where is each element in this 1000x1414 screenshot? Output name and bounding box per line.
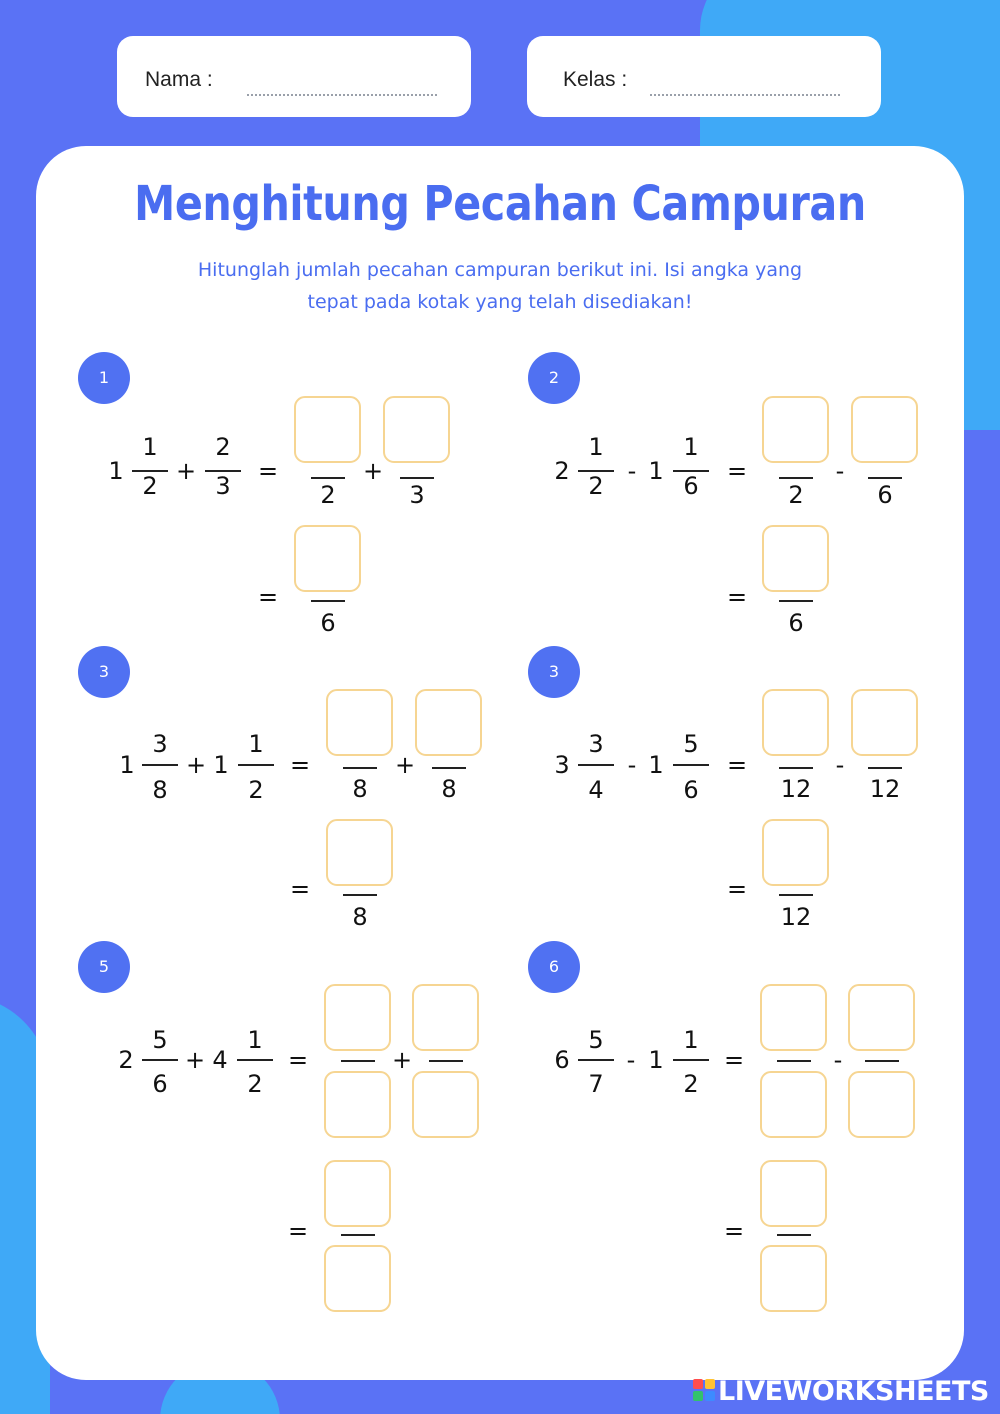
whole-number: 1: [119, 751, 135, 779]
fraction-denominator: 2: [248, 776, 264, 804]
whole-number: 6: [554, 1046, 570, 1074]
answer-operator-sign: -: [835, 751, 845, 779]
whole-number: 1: [108, 457, 124, 485]
nama-label: Nama :: [145, 68, 213, 91]
liveworksheets-logo-icon: [693, 1379, 715, 1401]
final-numerator-box[interactable]: [762, 819, 829, 886]
problem-number-badge: 3: [528, 646, 580, 698]
answer-fraction-bar: [343, 767, 377, 769]
fraction-bar: [237, 1059, 273, 1061]
answer-fraction-bar: [779, 767, 813, 769]
answer-numerator-box[interactable]: [383, 396, 450, 463]
equals-sign: =: [726, 583, 748, 611]
fraction-denominator: 2: [247, 1070, 263, 1098]
operator-sign: +: [184, 1046, 206, 1074]
equals-sign: =: [289, 875, 311, 903]
fraction-numerator: 5: [683, 730, 699, 758]
kelas-input-line[interactable]: [650, 94, 840, 96]
final-fraction-bar: [779, 894, 813, 896]
answer-numerator-box[interactable]: [412, 984, 479, 1051]
fraction-numerator: 5: [152, 1026, 168, 1054]
answer-denominator: 12: [780, 775, 812, 803]
whole-number: 1: [648, 457, 664, 485]
fraction-denominator: 6: [683, 776, 699, 804]
whole-number: 2: [554, 457, 570, 485]
problem-number-badge: 3: [78, 646, 130, 698]
answer-fraction-bar: [777, 1060, 811, 1062]
fraction-numerator: 3: [152, 730, 168, 758]
answer-denominator: 6: [877, 481, 893, 509]
nama-card: [117, 36, 471, 117]
fraction-numerator: 1: [683, 433, 699, 461]
final-denominator-box[interactable]: [324, 1245, 391, 1312]
fraction-denominator: 8: [152, 776, 168, 804]
equals-sign: =: [257, 457, 279, 485]
final-denominator: 8: [352, 903, 368, 931]
answer-denominator: 2: [320, 481, 336, 509]
fraction-denominator: 3: [215, 472, 231, 500]
final-denominator-box[interactable]: [760, 1245, 827, 1312]
fraction-numerator: 3: [588, 730, 604, 758]
final-numerator-box[interactable]: [324, 1160, 391, 1227]
answer-denominator: 8: [441, 775, 457, 803]
fraction-denominator: 6: [152, 1070, 168, 1098]
fraction-numerator: 1: [248, 730, 264, 758]
nama-input-line[interactable]: [247, 94, 437, 96]
whole-number: 4: [212, 1046, 228, 1074]
whole-number: 3: [554, 751, 570, 779]
problem-number-badge: 5: [78, 941, 130, 993]
answer-operator-sign: -: [835, 457, 845, 485]
operator-sign: -: [626, 1046, 636, 1074]
problem-number-badge: 2: [528, 352, 580, 404]
answer-denominator: 3: [409, 481, 425, 509]
equals-sign: =: [287, 1046, 309, 1074]
fraction-numerator: 1: [247, 1026, 263, 1054]
answer-numerator-box[interactable]: [762, 689, 829, 756]
instruction-line-2: tepat pada kotak yang telah disediakan!: [307, 291, 693, 313]
answer-fraction-bar: [868, 477, 902, 479]
equals-sign: =: [723, 1046, 745, 1074]
answer-denominator: 8: [352, 775, 368, 803]
fraction-numerator: 1: [683, 1026, 699, 1054]
fraction-denominator: 7: [588, 1070, 604, 1098]
equals-sign: =: [257, 583, 279, 611]
answer-denominator: 12: [869, 775, 901, 803]
answer-numerator-box[interactable]: [294, 396, 361, 463]
final-fraction-bar: [777, 1234, 811, 1236]
fraction-numerator: 5: [588, 1026, 604, 1054]
fraction-bar: [238, 764, 274, 766]
answer-numerator-box[interactable]: [324, 984, 391, 1051]
equals-sign: =: [723, 1217, 745, 1245]
answer-operator-sign: -: [833, 1046, 843, 1074]
worksheet-title: Menghitung Pecahan Campuran: [134, 176, 866, 232]
fraction-denominator: 2: [588, 472, 604, 500]
problem-number-badge: 1: [78, 352, 130, 404]
answer-numerator-box[interactable]: [851, 396, 918, 463]
answer-denominator-box[interactable]: [324, 1071, 391, 1138]
fraction-bar: [578, 1059, 614, 1061]
fraction-bar: [142, 764, 178, 766]
answer-operator-sign: +: [362, 457, 384, 485]
answer-operator-sign: +: [391, 1046, 413, 1074]
answer-fraction-bar: [868, 767, 902, 769]
operator-sign: -: [627, 751, 637, 779]
answer-fraction-bar: [432, 767, 466, 769]
fraction-bar: [578, 764, 614, 766]
final-denominator: 6: [788, 609, 804, 637]
answer-numerator-box[interactable]: [848, 984, 915, 1051]
answer-fraction-bar: [311, 477, 345, 479]
answer-fraction-bar: [341, 1060, 375, 1062]
answer-numerator-box[interactable]: [760, 984, 827, 1051]
fraction-numerator: 2: [215, 433, 231, 461]
equals-sign: =: [726, 457, 748, 485]
fraction-numerator: 1: [142, 433, 158, 461]
final-fraction-bar: [343, 894, 377, 896]
answer-denominator-box[interactable]: [760, 1071, 827, 1138]
fraction-bar: [142, 1059, 178, 1061]
answer-numerator-box[interactable]: [762, 396, 829, 463]
answer-numerator-box[interactable]: [326, 689, 393, 756]
whole-number: 2: [118, 1046, 134, 1074]
operator-sign: -: [627, 457, 637, 485]
whole-number: 1: [648, 751, 664, 779]
final-numerator-box[interactable]: [760, 1160, 827, 1227]
answer-fraction-bar: [865, 1060, 899, 1062]
instruction-line-1: Hitunglah jumlah pecahan campuran berikut ini. Isi angka yang: [197, 259, 803, 281]
answer-denominator: 2: [788, 481, 804, 509]
answer-numerator-box[interactable]: [851, 689, 918, 756]
operator-sign: +: [175, 457, 197, 485]
kelas-label: Kelas :: [563, 68, 628, 91]
equals-sign: =: [726, 875, 748, 903]
final-fraction-bar: [311, 600, 345, 602]
whole-number: 1: [648, 1046, 664, 1074]
kelas-card: [527, 36, 881, 117]
fraction-denominator: 4: [588, 776, 604, 804]
equals-sign: =: [726, 751, 748, 779]
final-numerator-box[interactable]: [326, 819, 393, 886]
answer-fraction-bar: [429, 1060, 463, 1062]
problem-number-badge: 6: [528, 941, 580, 993]
answer-fraction-bar: [400, 477, 434, 479]
fraction-numerator: 1: [588, 433, 604, 461]
fraction-denominator: 2: [142, 472, 158, 500]
operator-sign: +: [185, 751, 207, 779]
fraction-denominator: 6: [683, 472, 699, 500]
equals-sign: =: [289, 751, 311, 779]
answer-denominator-box[interactable]: [848, 1071, 915, 1138]
liveworksheets-brand: LIVEWORKSHEETS: [718, 1376, 989, 1407]
final-denominator: 6: [320, 609, 336, 637]
final-numerator-box[interactable]: [294, 525, 361, 592]
final-fraction-bar: [779, 600, 813, 602]
final-numerator-box[interactable]: [762, 525, 829, 592]
final-fraction-bar: [341, 1234, 375, 1236]
answer-fraction-bar: [779, 477, 813, 479]
answer-denominator-box[interactable]: [412, 1071, 479, 1138]
answer-numerator-box[interactable]: [415, 689, 482, 756]
whole-number: 1: [213, 751, 229, 779]
fraction-bar: [673, 764, 709, 766]
fraction-bar: [673, 1059, 709, 1061]
answer-operator-sign: +: [394, 751, 416, 779]
fraction-denominator: 2: [683, 1070, 699, 1098]
final-denominator: 12: [780, 903, 812, 931]
equals-sign: =: [287, 1217, 309, 1245]
